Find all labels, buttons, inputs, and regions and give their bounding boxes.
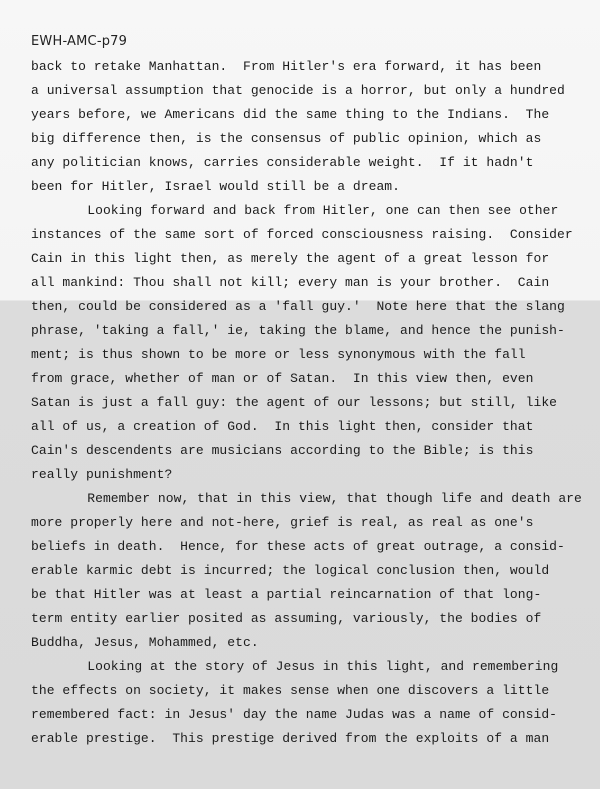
text-line: all of us, a creation of God. In this light then, consider that — [31, 419, 534, 434]
text-line: big difference then, is the consensus of public opinion, which as — [31, 131, 542, 146]
text-line: years before, we Americans did the same thing to the Indians. The — [31, 107, 550, 122]
text-line: all mankind: Thou shall not kill; every man is your brother. Cain — [31, 275, 550, 290]
text-line: really punishment? — [31, 467, 173, 482]
text-line: term entity earlier posited as assuming, variously, the bodies of — [31, 611, 542, 626]
text-line: Cain's descendents are musicians according to the Bible; is this — [31, 443, 534, 458]
text-line: Satan is just a fall guy: the agent of our lessons; but still, like — [31, 395, 558, 410]
text-line: a universal assumption that genocide is a horror, but only a hundred — [31, 83, 565, 98]
text-line: erable prestige. This prestige derived from the exploits of a man — [31, 731, 550, 746]
text-line: remembered fact: in Jesus' day the name Judas was a name of consid- — [31, 707, 558, 722]
text-line: Buddha, Jesus, Mohammed, etc. — [31, 635, 259, 650]
page-header-label: EWH-AMC-p79 — [31, 34, 128, 49]
text-line: back to retake Manhattan. From Hitler's era forward, it has been — [31, 59, 542, 74]
text-line: from grace, whether of man or of Satan. In this view then, even — [31, 371, 534, 386]
text-line: ment; is thus shown to be more or less synonymous with the fall — [31, 347, 526, 362]
text-line: erable karmic debt is incurred; the logical conclusion then, would — [31, 563, 550, 578]
text-line: more properly here and not-here, grief is real, as real as one's — [31, 515, 534, 530]
text-line: beliefs in death. Hence, for these acts of great outrage, a consid- — [31, 539, 565, 554]
text-line: instances of the same sort of forced consciousness raising. Consider — [31, 227, 573, 242]
text-line: been for Hitler, Israel would still be a dream. — [31, 179, 401, 194]
text-line: then, could be considered as a 'fall guy.' Note here that the slang — [31, 299, 565, 314]
text-line: Looking forward and back from Hitler, one can then see other — [48, 203, 559, 218]
text-line: the effects on society, it makes sense when one discovers a little — [31, 683, 550, 698]
text-line: be that Hitler was at least a partial reincarnation of that long- — [31, 587, 542, 602]
text-line: any politician knows, carries considerable weight. If it hadn't — [31, 155, 534, 170]
text-line: Remember now, that in this view, that though life and death are — [48, 491, 582, 506]
text-line: Looking at the story of Jesus in this light, and remembering — [48, 659, 559, 674]
text-line: Cain in this light then, as merely the agent of a great lesson for — [31, 251, 550, 266]
text-line: phrase, 'taking a fall,' ie, taking the blame, and hence the punish- — [31, 323, 565, 338]
